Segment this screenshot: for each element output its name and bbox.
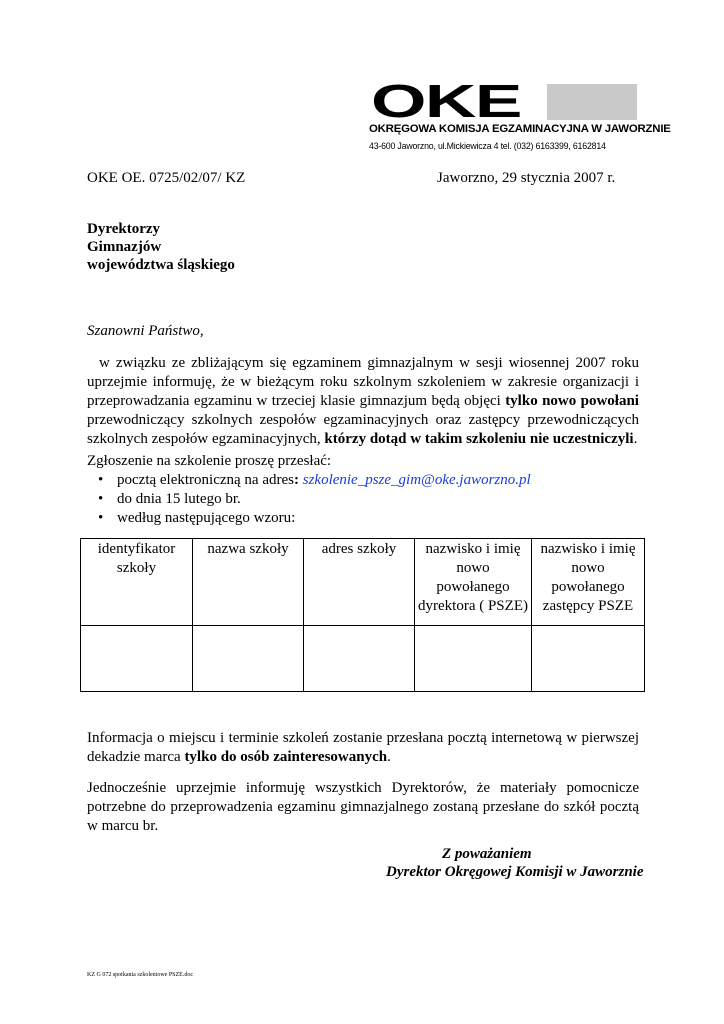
paragraph-intro-bold-b: którzy dotąd w takim szkoleniu nie uczestniczyli	[324, 431, 634, 447]
table-header-cell: nazwisko i imię nowo powołanego dyrektora ( PSZE)	[415, 539, 532, 626]
table-cell	[415, 626, 532, 692]
list-item-email	[87, 471, 607, 490]
signature-greeting: Z poważaniem	[442, 846, 532, 862]
deadline-text: do dnia 15 lutego br.	[117, 491, 241, 507]
paragraph-info-bold-a: tylko do osób zainteresowanych	[184, 749, 388, 765]
paragraph-intro-bold-a: tylko nowo powołani	[505, 393, 639, 409]
table-cell	[532, 626, 645, 692]
table-header-cell: identyfikator szkoły	[81, 539, 193, 626]
salutation: Szanowni Państwo,	[87, 323, 204, 339]
email-label: pocztą elektroniczną na adres	[117, 472, 294, 488]
reference-number: OKE OE. 0725/02/07/ KZ	[87, 170, 246, 186]
paragraph-info-text-a: Informacja o miejscu i terminie szkoleń zostanie przesłana pocztą internetową w pierwszej dekadzie marca	[87, 730, 639, 765]
template-text: według następującego wzoru:	[117, 510, 296, 526]
list-item-template	[87, 509, 607, 528]
place-date: Jaworzno, 29 stycznia 2007 r.	[437, 170, 616, 186]
table-header-cell: nazwisko i imię nowo powołanego zastępcy PSZE	[532, 539, 645, 626]
paragraph-materials: Jednocześnie uprzejmie informuję wszystkich Dyrektorów, że materiały pomocnicze potrzebne do przeprowadzenia egzaminu gimnazjalnego zostaną przesłane do szkół pocztą w marcu br.	[87, 780, 639, 834]
bullet-icon: •	[98, 510, 104, 526]
document-filename: KZ G 072 spotkania szkoleniowe PSZE.doc	[87, 972, 193, 978]
email-link[interactable]: szkolenie_psze_gim@oke.jaworzno.pl	[302, 472, 531, 488]
logo-mark: OKE	[371, 75, 521, 127]
bullet-icon: •	[98, 491, 104, 507]
table-header-cell: adres szkoły	[304, 539, 415, 626]
oke-logo	[369, 75, 671, 156]
logo-grey-band	[547, 84, 637, 120]
paragraph-intro-text-b: przewodniczący szkolnych zespołów egzaminacyjnych oraz zastępcy przewodniczących szkolnych zespołów egzaminacyjnych,	[87, 412, 639, 447]
paragraph-intro-text-a: w związku ze zbliżającym się egzaminem gimnazjalnym w sesji wiosennej 2007 roku uprzejmie informuję, że w bieżącym roku szkolnym szkoleniem w zakresie organizacji i przeprowadzania egzaminu w trzeciej klasie gimnazjum będą objęci	[87, 355, 639, 409]
logo-address: 43-600 Jaworzno, ul.Mickiewicza 4 tel. (032) 6163399, 6162814	[369, 141, 606, 151]
table-cell	[304, 626, 415, 692]
list-item-deadline	[87, 490, 607, 509]
recipient-line3: województwa śląskiego	[87, 257, 235, 273]
table-cell	[193, 626, 304, 692]
table-header-cell: nazwa szkoły	[193, 539, 304, 626]
submission-intro: Zgłoszenie na szkolenie proszę przesłać:	[87, 453, 332, 469]
signature-title: Dyrektor Okręgowej Komisji w Jaworznie	[386, 864, 644, 880]
logo-institution-name: OKRĘGOWA KOMISJA EGZAMINACYJNA W JAWORZNIE	[369, 123, 671, 135]
table-header-row	[81, 539, 645, 626]
table-row	[81, 626, 645, 692]
email-colon: :	[293, 472, 299, 488]
paragraph-intro	[87, 354, 639, 449]
paragraph-info-text-b: .	[387, 749, 391, 765]
table-cell	[81, 626, 193, 692]
recipient-line2: Gimnazjów	[87, 239, 162, 255]
bullet-icon: •	[98, 472, 104, 488]
paragraph-intro-text-c: .	[633, 431, 638, 447]
recipient-line1: Dyrektorzy	[87, 221, 161, 237]
form-table	[80, 538, 645, 692]
paragraph-info	[87, 729, 639, 767]
submission-list	[87, 471, 607, 528]
